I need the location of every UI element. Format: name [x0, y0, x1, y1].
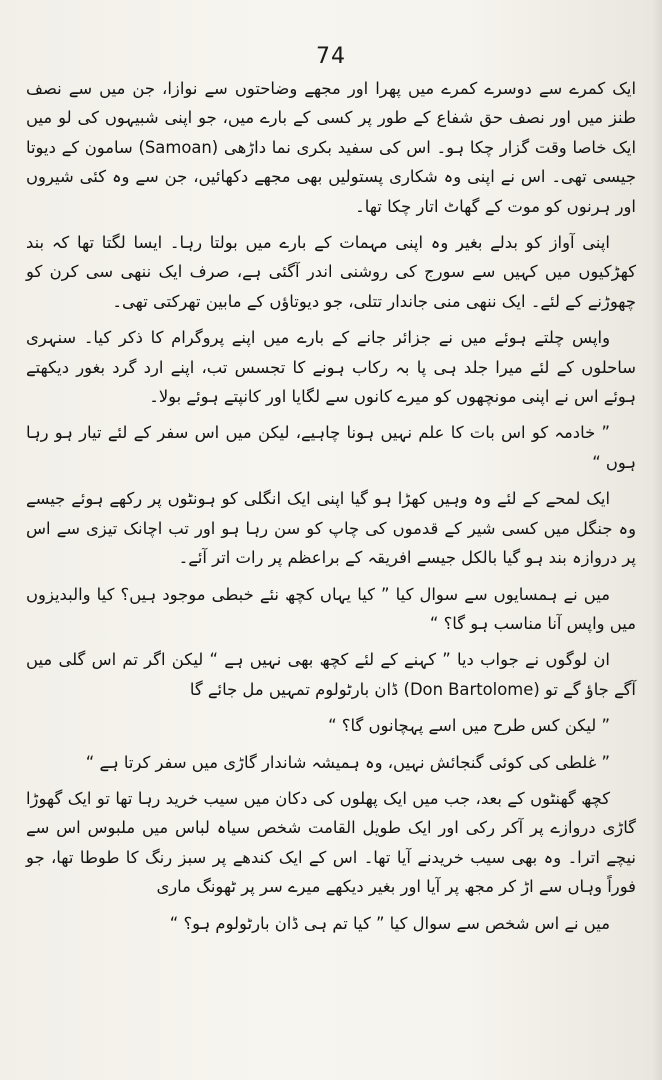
paragraph-5: ایک لمحے کے لئے وہ وہیں کھڑا ہو گیا اپنی ایک انگلی کو ہونٹوں پر رکھے ہوئے جیسے وہ جنگل میں کسی شیر کے قدموں کی چاپ کو سن رہا ہو اور تب اچانک تیزی سے اس پر دروازہ بند ہو گیا بالکل جیسے افریقہ کے براعظم پر رات اتر آئے۔: [26, 489, 636, 568]
paragraph-6: میں نے ہمسایوں سے سوال کیا ” کیا یہاں کچھ نئے خبطی موجود ہیں؟ کیا والبدیزوں میں واپس آنا مناسب ہو گا؟ “: [26, 584, 636, 633]
paragraph-2: اپنی آواز کو بدلے بغیر وہ اپنی مہمات کے بارے میں بولتا رہا۔ ایسا لگتا تھا کہ بند کھڑکیوں میں کہیں سے سورج کی روشنی اندر آگئی ہے، صرف ایک ننھی سی کرن کو چھوڑنے کے لئے۔ ایک ننھی منی جاندار تتلی، جو دیوتاؤں کے مابین تھرکتی تھی۔: [26, 233, 636, 311]
paragraph-7: ان لوگوں نے جواب دیا ” کہنے کے لئے کچھ بھی نہیں ہے “ لیکن اگر تم اس گلی میں آگے جاؤ گے تو (Don Bartolome) ڈان بارٹولوم تمہیں مل جائے گا: [26, 650, 636, 699]
paragraph-9: ” غلطی کی کوئی گنجائش نہیں، وہ ہمیشہ شاندار گاڑی میں سفر کرتا ہے “: [85, 752, 610, 772]
paragraph-4: ” خادمہ کو اس بات کا علم نہیں ہونا چاہیے، لیکن میں اس سفر کے لئے تیار ہو رہا ہوں “: [26, 423, 636, 472]
page-edge-shade: [652, 0, 662, 1080]
paragraph-3: واپس چلتے ہوئے میں نے جزائر جانے کے بارے میں اپنے پروگرام کا ذکر کیا۔ سنہری ساحلوں کے لئے میرا جلد ہی پا بہ رکاب ہونے کا تجسس تب، اپنے ارد گرد بغور دیکھتے ہوئے اس نے اپنی مونچھوں کو میرے کانوں سے لگایا اور کانپتے ہوئے بولا۔: [26, 328, 636, 407]
paragraph-11: میں نے اس شخص سے سوال کیا ” کیا تم ہی ڈان بارٹولوم ہو؟ “: [169, 913, 610, 933]
page-number: 74: [316, 44, 346, 69]
paragraph-8: ” لیکن کس طرح میں اسے پہچانوں گا؟ “: [328, 716, 610, 736]
paragraph-1: ایک کمرے سے دوسرے کمرے میں پھرا اور مجھے وضاحتوں سے نوازا، جن میں سے نصف طنز میں اور نصف حق شفاع کے طور پر کسی کے بارے میں، جو اپنی شبیہوں کی لو میں ایک خاصا وقت گزار چکا ہو۔ اس کی سفید بکری نما داڑھی (Samoan) سامون کے دیوتا جیسی تھی۔ اس نے اپنی وہ شکاری پستولیں بھی مجھے دکھائیں، جن سے وہ کئی شیروں اور ہرنوں کو موت کے گھاٹ اتار چکا تھا۔: [26, 79, 637, 216]
paragraph-10: کچھ گھنٹوں کے بعد، جب میں ایک پھلوں کی دکان میں سیب خرید رہا تھا تو ایک گھوڑا گاڑی دروازے پر آکر رکی اور ایک طویل القامت شخص سیاہ لباس میں ملبوس اس سے نیچے اترا۔ وہ بھی سیب خریدنے آیا تھا۔ اس کے ایک کندھے پر سبز رنگ کا طوطا تھا، جو فوراً وہاں سے اڑ کر مجھ پر آیا اور بغیر دیکھے میرے سر پر ٹھونگ ماری: [26, 788, 636, 897]
urdu-text-body: [26, 74, 636, 945]
